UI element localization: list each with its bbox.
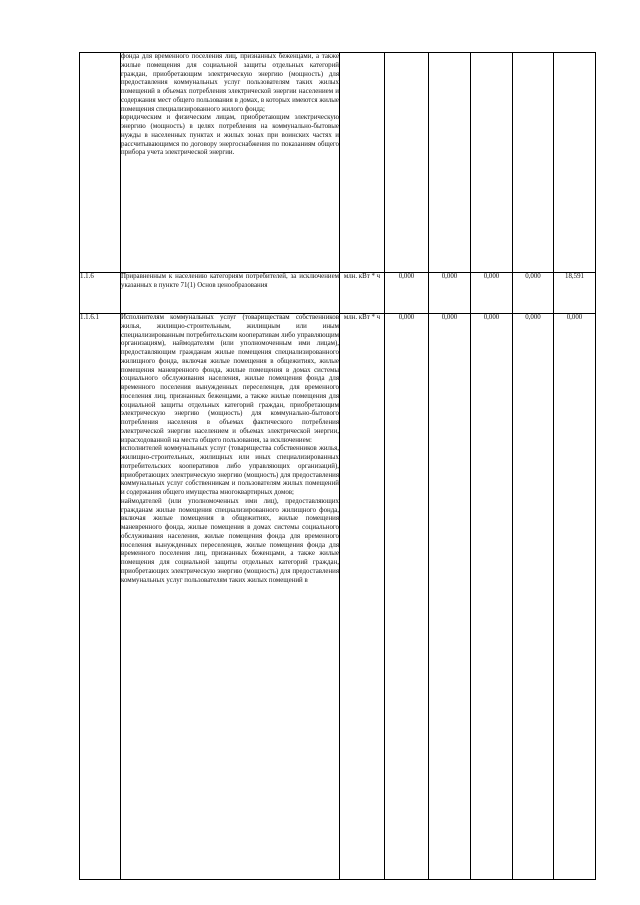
row-description <box>121 314 340 880</box>
description-paragraph: фонда для временного поселения лиц, признанных беженцами, а также жилые помещения для социальной защиты отдельных категорий граждан, приобретающим электрическую энергию (мощность) для предоставления коммунальных услуг пользователям таких жилых помещений в объемах потребления электрической энергии населением и содержания мест общего пользования в домах, в которых имеются жилые помещения специализированного жилого фонда; <box>121 53 339 113</box>
value-cell: 0,000 <box>385 314 429 880</box>
value-cell <box>513 53 554 273</box>
description-paragraph: юридическим и физическим лицам, приобретающим электрическую энергию (мощность) в целях потребления на коммунально-бытовые нужды в населенных пунктах и жилых зонах при воинских частях и рассчитывающимся по договору энергоснабжения по показаниям общего прибора учета электрической энергии. <box>121 114 339 157</box>
row-description <box>121 53 340 273</box>
table-body <box>80 53 596 880</box>
description-paragraph: Приравненным к населению категориям потребителей, за исключением указанных в пункте 71(1) Основ ценообразования <box>121 273 339 289</box>
value-cell: 0,000 <box>554 314 596 880</box>
value-cell: 0,000 <box>385 273 429 314</box>
row-unit: млн. кВт * ч <box>340 273 385 314</box>
row-number: 1.1.6 <box>80 273 121 314</box>
value-cell: 0,000 <box>513 314 554 880</box>
table-row <box>80 273 596 314</box>
row-number: 1.1.6.1 <box>80 314 121 880</box>
table-row <box>80 53 596 273</box>
value-cell <box>554 53 596 273</box>
row-unit <box>340 53 385 273</box>
table-row <box>80 314 596 880</box>
description-paragraph: Исполнителям коммунальных услуг (товариществам собственников жилья, жилищно-строительным, жилищным или иным специализированным потребительским кооперативам либо управляющим организациям), наймодателям (или уполномоченным ими лицам), предоставляющим гражданам жилые помещения специализированного жилищного фонда, включая жилые помещения в общежитиях, жилые помещения маневренного фонда, жилые помещения в домах системы социального обслуживания населения, жилые помещения фонда для временного поселения вынужденных переселенцев, для временного поселения лиц, признанных беженцами, а также жилые помещения для социальной защиты отдельных категорий граждан, приобретающим электрическую энергию (мощность) для коммунально-бытового потребления населения в объемах фактического потребления электрической энергии населением и объемах электрической энергии, израсходованной на места общего пользования, за исключением: <box>121 314 339 444</box>
value-cell: 0,000 <box>513 273 554 314</box>
row-unit: млн. кВт * ч <box>340 314 385 880</box>
value-cell: 0,000 <box>429 314 471 880</box>
description-paragraph: наймодателей (или уполномоченных ими лиц), предоставляющих гражданам жилые помещения специализированного жилищного фонда, включая жилые помещения в общежитиях, жилые помещения маневренного фонда, жилые помещения в домах системы социального обслуживания населения, жилые помещения фонда для временного поселения вынужденных переселенцев, жилые помещения фонда для временного поселения лиц, признанных беженцами, а также жилые помещения для социальной защиты отдельных категорий граждан, приобретающих электрическую энергию (мощность) для предоставления коммунальных услуг пользователям таких жилых помещений в <box>121 497 339 584</box>
row-number <box>80 53 121 273</box>
value-cell: 0,000 <box>471 273 513 314</box>
value-cell <box>385 53 429 273</box>
data-table <box>79 52 596 880</box>
value-cell: 0,000 <box>471 314 513 880</box>
value-cell <box>429 53 471 273</box>
value-cell <box>471 53 513 273</box>
row-description <box>121 273 340 314</box>
description-paragraph: исполнителей коммунальных услуг (товарищества собственников жилья, жилищно-строительных, жилищных или иных специализированных потребительских кооперативов либо управляющих организаций), приобретающих электрическую энергию (мощность) для предоставления коммунальных услуг собственникам и пользователям жилых помещений и содержания общего имущества многоквартирных домов; <box>121 445 339 496</box>
value-cell: 0,000 <box>429 273 471 314</box>
value-cell: 18,591 <box>554 273 596 314</box>
